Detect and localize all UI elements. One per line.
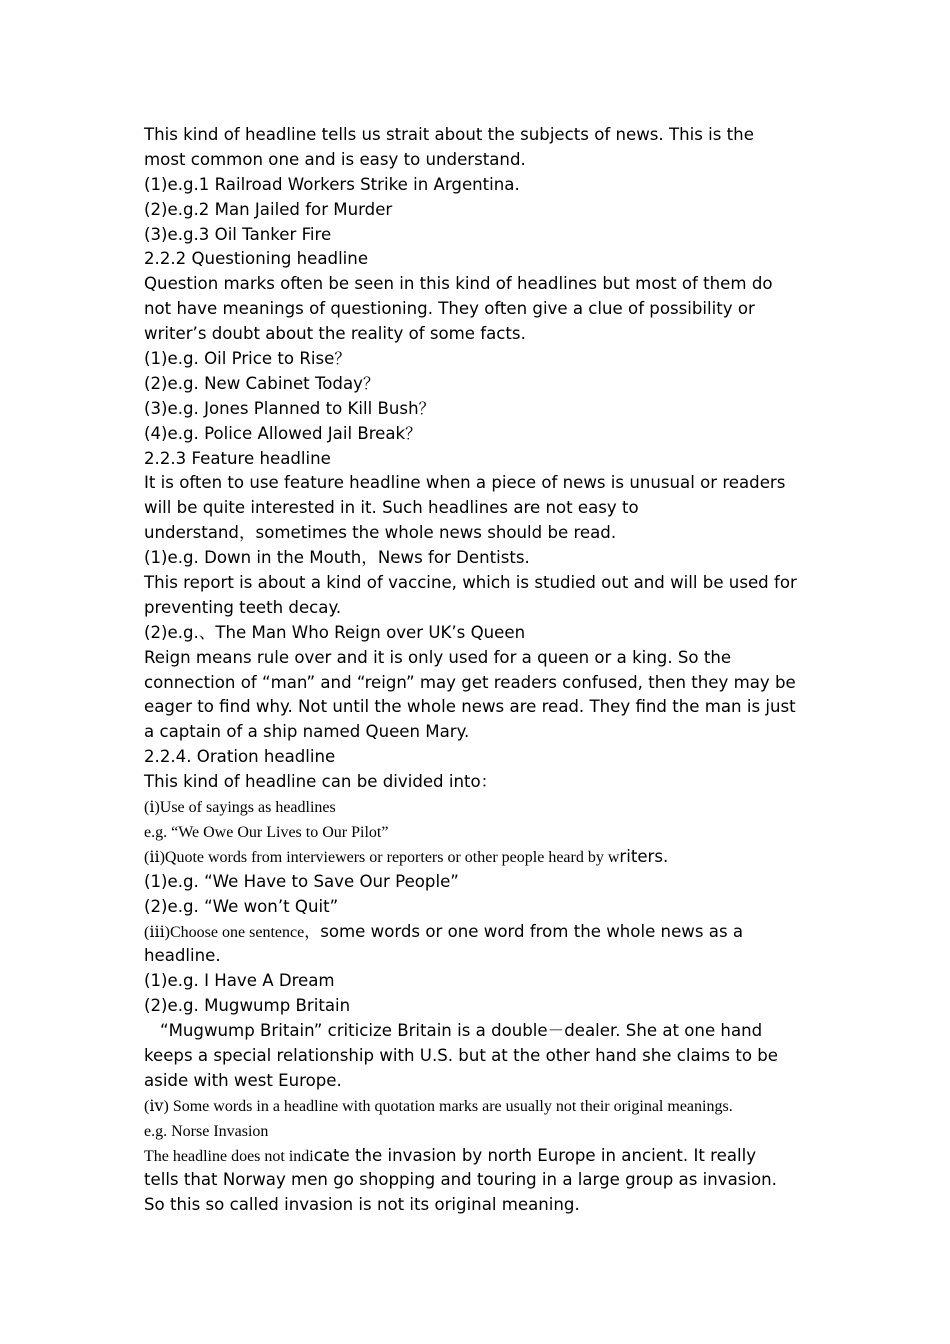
question-mark: ？ [334, 351, 351, 369]
serif-run: e.g. “We Owe Our Lives to Our Pilot” [144, 823, 389, 841]
text-line [144, 745, 812, 770]
text-line [144, 297, 812, 322]
serif-run: (ⅱ)Quote words from interviewers or reporters or other people heard by w [144, 848, 620, 866]
text-run: (2)e.g. Mugwump Britain [144, 996, 351, 1016]
question-mark: ？ [362, 375, 379, 393]
text-run: (3)e.g.3 Oil Tanker Fire [144, 224, 332, 244]
text-line [144, 1119, 812, 1144]
text-line [144, 845, 812, 870]
text-run: So this so called invasion is not its original meaning. [144, 1195, 580, 1215]
text-line [144, 795, 812, 820]
text-run: 2.2.3 Feature headline [144, 448, 331, 468]
text-run: eager to find why. Not until the whole news are read. They find the man is just [144, 697, 796, 717]
text-run: riters. [619, 846, 669, 866]
text-line [144, 1094, 812, 1119]
text-line [144, 1168, 812, 1193]
text-line [144, 496, 812, 521]
text-line [144, 994, 812, 1019]
text-line [144, 695, 812, 720]
serif-run: (ⅰ)Use of sayings as headlines [144, 799, 336, 817]
text-run: (2)e.g.2 Man Jailed for Murder [144, 199, 393, 219]
text-line [144, 173, 812, 198]
text-run: not have meanings of questioning. They often give a clue of possibility or [144, 299, 755, 319]
text-run: (2)e.g.、The Man Who Reign over UK’s Queen [144, 622, 526, 642]
text-line [144, 123, 812, 148]
text-run: This report is about a kind of vaccine, which is studied out and will be used for [144, 573, 797, 593]
serif-run: e.g. Norse Invasion [144, 1122, 269, 1140]
serif-run: The headline does not indi [144, 1147, 314, 1165]
text-run: 2.2.2 Questioning headline [144, 249, 369, 269]
text-line [144, 148, 812, 173]
text-line [144, 198, 812, 223]
document-body [144, 123, 812, 1218]
text-run: (1)e.g. “We Have to Save Our People” [144, 871, 459, 891]
text-run: (1)e.g. Down in the Mouth，News for Dentists. [144, 548, 530, 568]
text-run: (2)e.g. “We won’t Quit” [144, 896, 339, 916]
text-line [144, 646, 812, 671]
text-line [144, 372, 812, 397]
text-line [144, 521, 812, 546]
text-line [144, 870, 812, 895]
text-line [144, 596, 812, 621]
text-line [144, 347, 812, 372]
serif-run: (ⅲ)Choose one sentence， [144, 923, 321, 941]
text-line [144, 720, 812, 745]
serif-run: (ⅳ) Some words in a headline with quotation marks are usually not their original meanings. [144, 1097, 733, 1115]
text-line [144, 272, 812, 297]
text-run: (1)e.g.1 Railroad Workers Strike in Argentina. [144, 174, 520, 194]
text-run: keeps a special relationship with U.S. but at the other hand she claims to be [144, 1045, 778, 1065]
text-run: a captain of a ship named Queen Mary. [144, 722, 470, 742]
question-mark: ？ [405, 425, 422, 443]
text-run: This kind of headline tells us strait about the subjects of news. This is the [144, 125, 754, 144]
text-run: most common one and is easy to understand. [144, 149, 526, 169]
text-line [144, 1069, 812, 1094]
text-run: (1)e.g. I Have A Dream [144, 971, 335, 991]
text-line [144, 397, 812, 422]
text-run: writer’s doubt about the reality of some facts. [144, 324, 526, 344]
text-run: some words or one word from the whole news as a [320, 921, 744, 941]
text-run: (3)e.g. Jones Planned to Kill Bush [144, 398, 419, 418]
text-line [144, 820, 812, 845]
text-line [144, 247, 812, 272]
text-run: (1)e.g. Oil Price to Rise [144, 349, 335, 369]
text-line [144, 895, 812, 920]
text-line [144, 969, 812, 994]
text-run: (2)e.g. New Cabinet Today [144, 373, 363, 393]
text-run: This kind of headline can be divided into： [144, 772, 498, 792]
text-line [144, 447, 812, 472]
text-line [144, 621, 812, 646]
text-line [144, 571, 812, 596]
text-line [144, 422, 812, 447]
text-run: Reign means rule over and it is only used for a queen or a king. So the [144, 647, 732, 667]
text-line [144, 322, 812, 347]
text-line [144, 1144, 812, 1169]
text-line [144, 1019, 812, 1044]
text-line [144, 546, 812, 571]
text-run: headline. [144, 946, 221, 966]
text-run: preventing teeth decay. [144, 597, 342, 617]
text-line [144, 671, 812, 696]
text-line [144, 944, 812, 969]
text-line [144, 1193, 812, 1218]
text-line [144, 1044, 812, 1069]
text-run: It is often to use feature headline when a piece of news is unusual or readers [144, 473, 786, 493]
question-mark: ？ [418, 400, 435, 418]
text-run: 2.2.4. Oration headline [144, 747, 336, 767]
text-run: will be quite interested in it. Such headlines are not easy to [144, 498, 639, 518]
text-run: cate the invasion by north Europe in ancient. It really [313, 1145, 757, 1165]
text-line [144, 223, 812, 248]
text-run: “Mugwump Britain” criticize Britain is a double－dealer. She at one hand [160, 1021, 763, 1041]
text-run: aside with west Europe. [144, 1070, 342, 1090]
text-line [144, 920, 812, 945]
text-line [144, 770, 812, 795]
text-line [144, 471, 812, 496]
text-run: understand，sometimes the whole news should be read. [144, 523, 617, 543]
text-run: connection of “man” and “reign” may get readers confused, then they may be [144, 672, 796, 692]
text-run: (4)e.g. Police Allowed Jail Break [144, 423, 406, 443]
text-run: Question marks often be seen in this kind of headlines but most of them do [144, 274, 773, 294]
text-run: tells that Norway men go shopping and touring in a large group as invasion. [144, 1170, 777, 1190]
